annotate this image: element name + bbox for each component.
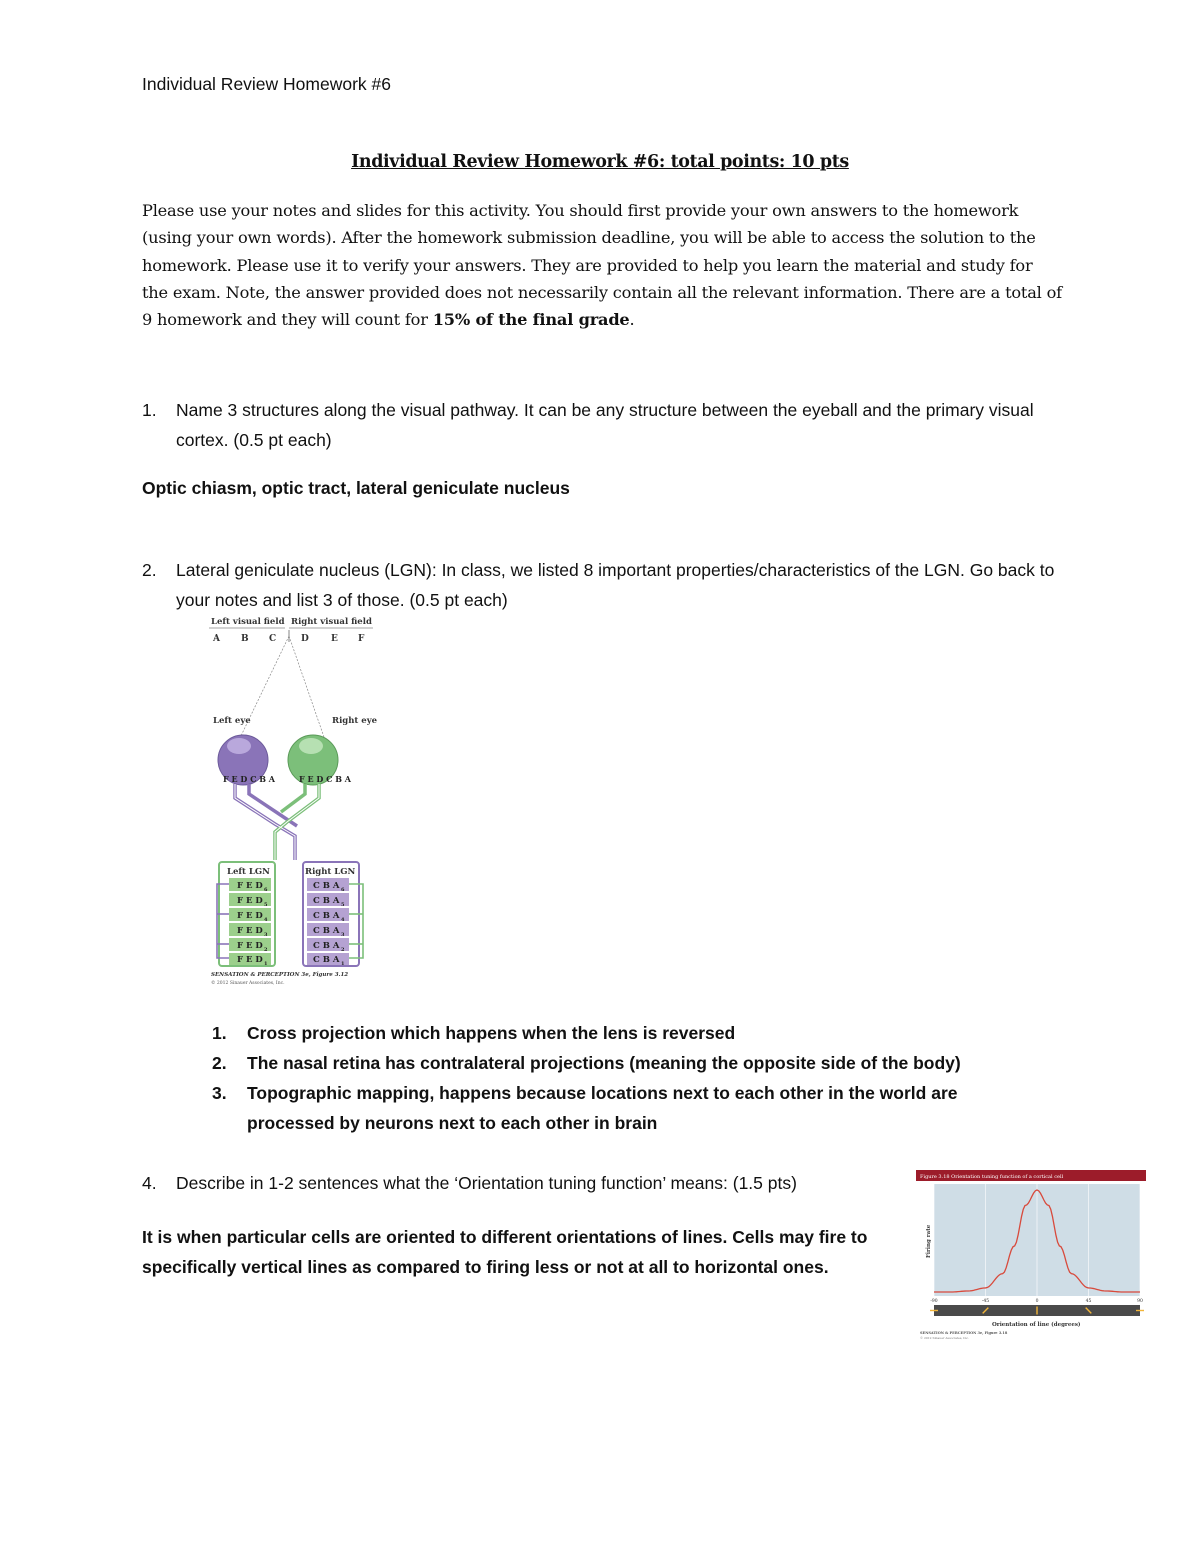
- question-1: [0, 395, 1200, 457]
- right-lgn-layer: C B A: [313, 941, 340, 951]
- x-tick-label: -45: [981, 1299, 990, 1304]
- question-1-answer: Optic chiasm, optic tract, lateral geniculate nucleus: [142, 478, 570, 498]
- layer-number: 3: [264, 932, 268, 938]
- layer-number: 2: [341, 947, 345, 953]
- q2-answer-3: [0, 1078, 1200, 1140]
- left-visual-field-label: Left visual field: [211, 617, 285, 627]
- field-letter-d: D: [301, 634, 309, 644]
- field-letter-e: E: [331, 634, 338, 644]
- layer-number: 2: [264, 947, 268, 953]
- x-tick-label: 0: [1035, 1299, 1039, 1304]
- layer-number: 4: [341, 917, 345, 923]
- intro-text: Please use your notes and slides for this activity. You should first provide your own answers to the homework (using your own words). After the homework submission deadline, you will be able to access the solution to the homework. Please use it to verify your answers. They are provided to help you learn the material and study for the exam. Note, the answer provided does not necessarily contain all the relevant information. There are a total of 9 homework and they will count for: [142, 201, 1062, 330]
- chart-credit: SENSATION & PERCEPTION 3e, Figure 3.18: [920, 1331, 1008, 1335]
- question-4-number: 4.: [142, 1173, 157, 1193]
- right-lgn-layer: C B A: [313, 955, 340, 965]
- right-lgn-layer: C B A: [313, 881, 340, 891]
- field-letter-b: B: [241, 634, 249, 644]
- q2-answer-2-number: 2.: [212, 1053, 227, 1073]
- question-2-number: 2.: [142, 560, 157, 580]
- chart-title: Figure 3.18 Orientation tuning function of a cortical cell: [920, 1174, 1064, 1180]
- q2-answer-3-number: 3.: [212, 1083, 227, 1103]
- chart-copyright: © 2012 Sinauer Associates, Inc.: [920, 1336, 970, 1340]
- left-retina-letters: F E D C B A: [223, 774, 275, 784]
- layer-number: 5: [264, 902, 268, 908]
- question-2-text: [176, 555, 1056, 615]
- q2-answer-2: [0, 1048, 1200, 1078]
- q2-answer-1-text: Cross projection which happens when the lens is reversed: [247, 1023, 736, 1043]
- orientation-tuning-chart: [916, 1168, 1148, 1344]
- left-lgn-layer: F E D: [237, 911, 263, 921]
- left-lgn-layer: F E D: [237, 941, 263, 951]
- layer-number: 4: [264, 917, 268, 923]
- question-4-answer: It is when particular cells are oriented to different orientations of lines. Cells may fire to specifically vertical lines as compared to firing less or not at all to horizontal ones.: [142, 1227, 868, 1277]
- layer-number: 1: [264, 961, 268, 967]
- left-lgn-layer: F E D: [237, 896, 263, 906]
- question-2-label: Lateral geniculate nucleus (LGN):: [176, 560, 437, 580]
- layer-number: 6: [264, 887, 268, 893]
- x-tick-label: -90: [930, 1299, 938, 1304]
- question-1-number: 1.: [142, 400, 157, 420]
- layer-number: 5: [341, 902, 345, 908]
- layer-number: 3: [341, 932, 345, 938]
- running-header: Individual Review Homework #6: [142, 74, 391, 94]
- layer-number: 1: [341, 961, 345, 967]
- q2-answer-1-number: 1.: [212, 1023, 227, 1043]
- question-1-text: Name 3 structures along the visual pathway. It can be any structure between the eyeball and the primary visual cortex. (0.5 pt each): [176, 400, 1034, 450]
- intro-bold: 15% of the final grade: [432, 310, 630, 330]
- lgn-figure-copyright: © 2012 Sinauer Associates, Inc.: [211, 981, 285, 986]
- intro-end: .: [629, 310, 635, 330]
- right-eye-label: Right eye: [332, 716, 378, 726]
- right-lgn-layer: C B A: [313, 926, 340, 936]
- left-lgn-layer: F E D: [237, 955, 263, 965]
- intro-paragraph: [142, 197, 1062, 333]
- q2-answer-2-text: The nasal retina has contralateral projections (meaning the opposite side of the body): [247, 1053, 961, 1073]
- layer-number: 6: [341, 887, 345, 893]
- left-eye-label: Left eye: [213, 716, 251, 726]
- lgn-figure: [205, 612, 385, 990]
- field-letter-a: A: [213, 634, 220, 644]
- right-lgn-layer: C B A: [313, 911, 340, 921]
- field-letter-f: F: [358, 634, 365, 644]
- lgn-figure-credit: SENSATION & PERCEPTION 3e, Figure 3.12: [211, 972, 349, 978]
- question-4: [0, 1168, 900, 1198]
- chart-ylabel: Firing rate: [926, 1224, 932, 1258]
- right-retina-letters: F E D C B A: [299, 774, 351, 784]
- left-lgn-label: Left LGN: [227, 867, 270, 877]
- right-lgn-layer: C B A: [313, 896, 340, 906]
- q2-answer-1: [0, 1018, 1200, 1048]
- q2-answer-3-text: Topographic mapping, happens because locations next to each other in the world are processed by neurons next to each other in brain: [247, 1083, 958, 1133]
- right-visual-field-label: Right visual field: [291, 617, 372, 627]
- question-2: [0, 555, 1200, 617]
- field-letter-c: C: [269, 634, 277, 644]
- x-tick-label: 45: [1085, 1299, 1092, 1304]
- question-4-text: Describe in 1-2 sentences what the ‘Orientation tuning function’ means: (1.5 pts): [176, 1173, 797, 1193]
- right-lgn-label: Right LGN: [305, 867, 356, 877]
- left-lgn-layer: F E D: [237, 881, 263, 891]
- chart-xlabel: Orientation of line (degrees): [992, 1322, 1081, 1328]
- page-title: Individual Review Homework #6: total points: 10 pts: [351, 152, 849, 172]
- question-2-body: In class, we listed 8 important properties/characteristics of the LGN. Go back to your notes and list 3 of those. (0.5 pt each): [176, 560, 1055, 610]
- left-lgn-layer: F E D: [237, 926, 263, 936]
- x-tick-label: 90: [1137, 1299, 1143, 1304]
